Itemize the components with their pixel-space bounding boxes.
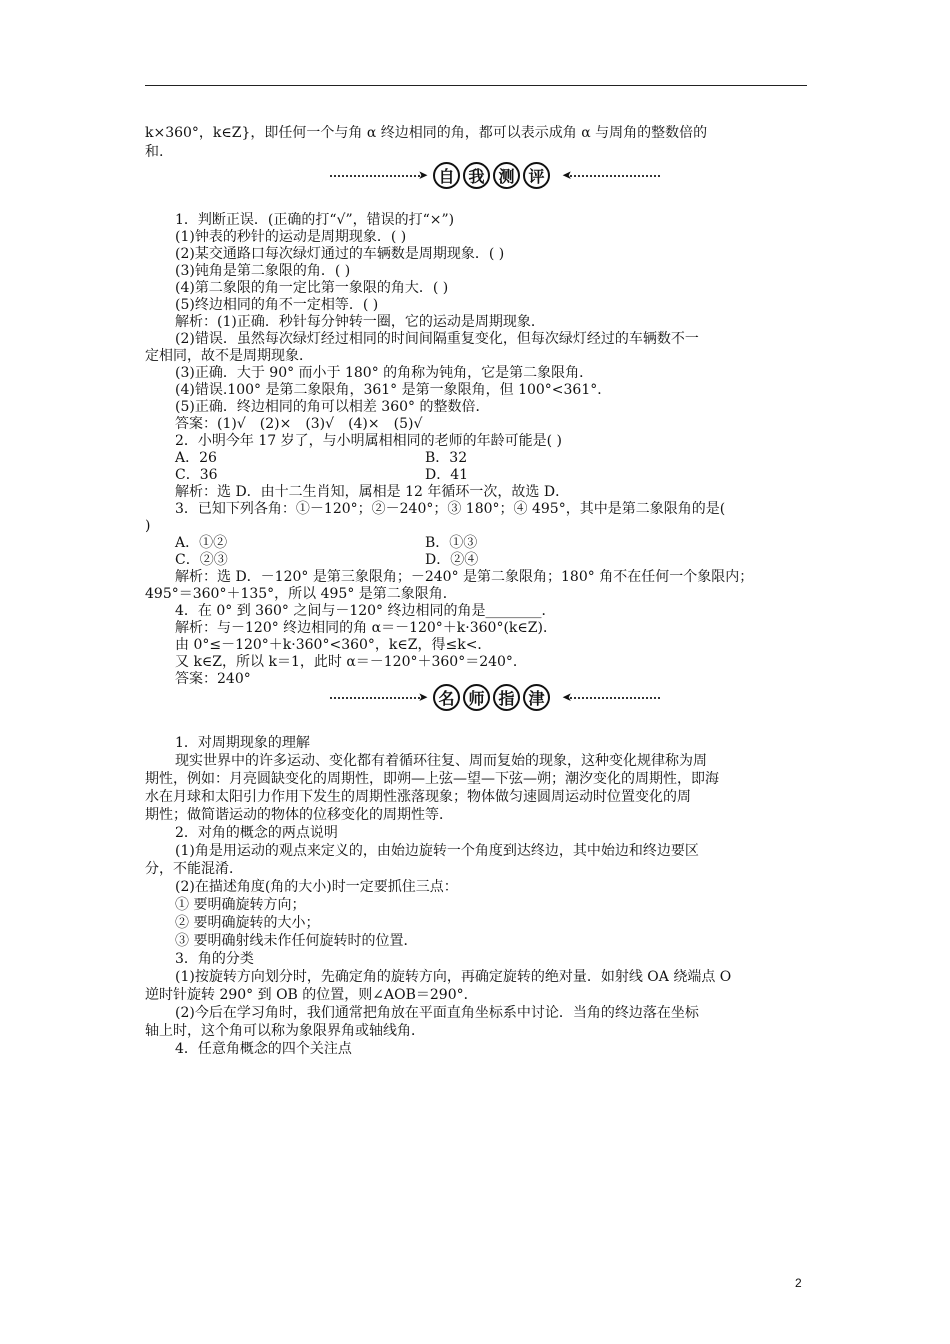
banner-char: 自 <box>433 162 460 189</box>
text-line: 分，不能混淆． <box>145 861 243 877</box>
text-line: 和. <box>145 144 164 160</box>
text-line: (2)在描述角度(角的大小)时一定要抓住三点： <box>175 879 458 895</box>
text-line: 答案：240° <box>175 671 251 687</box>
banner-char: 测 <box>493 162 520 189</box>
text-line: 水在月球和太阳引力作用下发生的周期性涨落现象；物体做匀速圆周运动时位置变化的周 <box>145 789 691 805</box>
arrow-left-icon: ➤ <box>561 168 572 182</box>
text-line: 答案：(1)√ (2)× (3)√ (4)× (5)√ <box>175 416 423 432</box>
text-line: 解析：(1)正确．秒针每分钟转一圈，它的运动是周期现象． <box>175 314 545 330</box>
text-line: (4)错误.100° 是第二象限角，361° 是第一象限角，但 100°<361°． <box>175 382 612 398</box>
dotted-line <box>570 175 660 177</box>
dotted-line <box>330 697 420 699</box>
option-b: B．①③ <box>425 535 478 551</box>
text-line: 解析：选 D．由十二生肖知，属相是 12 年循环一次，故选 D． <box>175 484 570 500</box>
page-number: 2 <box>795 1276 802 1290</box>
text-line: (1)钟表的秒针的运动是周期现象．( ) <box>175 229 407 245</box>
banner-char: 我 <box>463 162 490 189</box>
text-line: 又 k∈Z，所以 k＝1，此时 α＝－120°＋360°＝240°． <box>175 654 527 670</box>
banner-char: 师 <box>463 684 490 711</box>
option-d: D．41 <box>425 467 469 483</box>
text-line: ) <box>145 518 151 534</box>
option-d: D．②④ <box>425 552 479 568</box>
text-line: 4．任意角概念的四个关注点 <box>175 1041 352 1057</box>
text-line: 解析：选 D．－120° 是第三象限角；－240° 是第二象限角；180° 角不在任何一个象限内； <box>175 569 754 585</box>
text-line: (2)某交通路口每次绿灯通过的车辆数是周期现象．( ) <box>175 246 505 262</box>
text-line: ③ 要明确射线未作任何旋转时的位置． <box>175 933 418 949</box>
text-line: 由 0°≤－120°＋k·360°<360°，k∈Z，得≤k<． <box>175 637 492 653</box>
option-b: B．32 <box>425 450 468 466</box>
text-line: (5)正确．终边相同的角可以相差 360° 的整数倍． <box>175 399 490 415</box>
banner-char: 津 <box>523 684 550 711</box>
text-line: 期性；做简谐运动的物体的位移变化的周期性等． <box>145 807 453 823</box>
text-line: 1．判断正误．(正确的打“√”，错误的打“×”) <box>175 212 455 228</box>
option-c: C．②③ <box>175 552 228 568</box>
text-line: 3．已知下列各角：①－120°；②－240°；③ 180°；④ 495°，其中是第二象限角的是( <box>175 501 726 517</box>
text-line: 2．对角的概念的两点说明 <box>175 825 338 841</box>
text-line: 轴上时，这个角可以称为象限界角或轴线角． <box>145 1023 425 1039</box>
text-line: 解析：与－120° 终边相同的角 α＝－120°＋k·360°(k∈Z)． <box>175 620 557 636</box>
section-banner-teacher-guide <box>330 684 660 712</box>
text-line: 定相同，故不是周期现象． <box>145 348 313 364</box>
text-line: (3)正确．大于 90° 而小于 180° 的角称为钝角，它是第二象限角． <box>175 365 594 381</box>
text-line: k×360°，k∈Z}，即任何一个与角 α 终边相同的角，都可以表示成角 α 与周角的整数倍的 <box>145 125 708 141</box>
text-line: (3)钝角是第二象限的角．( ) <box>175 263 351 279</box>
arrow-left-icon: ➤ <box>561 690 572 704</box>
text-line: (2)今后在学习角时，我们通常把角放在平面直角坐标系中讨论．当角的终边落在坐标 <box>175 1005 699 1021</box>
option-c: C．36 <box>175 467 218 483</box>
option-a: A．①② <box>175 535 228 551</box>
text-line: (1)按旋转方向划分时，先确定角的旋转方向，再确定旋转的绝对量．如射线 OA 绕端点 O <box>175 969 732 985</box>
text-line: (5)终边相同的角不一定相等．( ) <box>175 297 379 313</box>
banner-char: 名 <box>433 684 460 711</box>
text-line: 现实世界中的许多运动、变化都有着循环往复、周而复始的现象，这种变化规律称为周 <box>175 753 707 769</box>
text-line: 3．角的分类 <box>175 951 254 967</box>
section-banner-self-test <box>330 162 660 190</box>
text-line: 期性，例如：月亮圆缺变化的周期性，即朔—上弦—望—下弦—朔；潮汐变化的周期性，即海 <box>145 771 719 787</box>
banner-char: 评 <box>523 162 550 189</box>
arrow-right-icon: ➤ <box>418 168 429 182</box>
text-line: 1．对周期现象的理解 <box>175 735 310 751</box>
text-line: 495°＝360°＋135°，所以 495° 是第二象限角． <box>145 586 457 602</box>
banner-char: 指 <box>493 684 520 711</box>
arrow-right-icon: ➤ <box>418 690 429 704</box>
text-line: 4．在 0° 到 360° 之间与－120° 终边相同的角是________． <box>175 603 556 619</box>
text-line: (2)错误．虽然每次绿灯经过相同的时间间隔重复变化，但每次绿灯经过的车辆数不一 <box>175 331 699 347</box>
text-line: ② 要明确旋转的大小； <box>175 915 320 931</box>
option-a: A．26 <box>175 450 217 466</box>
text-line: 逆时针旋转 290° 到 OB 的位置，则∠AOB＝290°． <box>145 987 478 1003</box>
dotted-line <box>330 175 420 177</box>
text-line: (1)角是用运动的观点来定义的，由始边旋转一个角度到达终边，其中始边和终边要区 <box>175 843 699 859</box>
text-line: (4)第二象限的角一定比第一象限的角大．( ) <box>175 280 449 296</box>
header-rule <box>145 85 807 86</box>
dotted-line <box>570 697 660 699</box>
text-line: ① 要明确旋转方向； <box>175 897 306 913</box>
text-line: 2．小明今年 17 岁了，与小明属相相同的老师的年龄可能是( ) <box>175 433 562 449</box>
